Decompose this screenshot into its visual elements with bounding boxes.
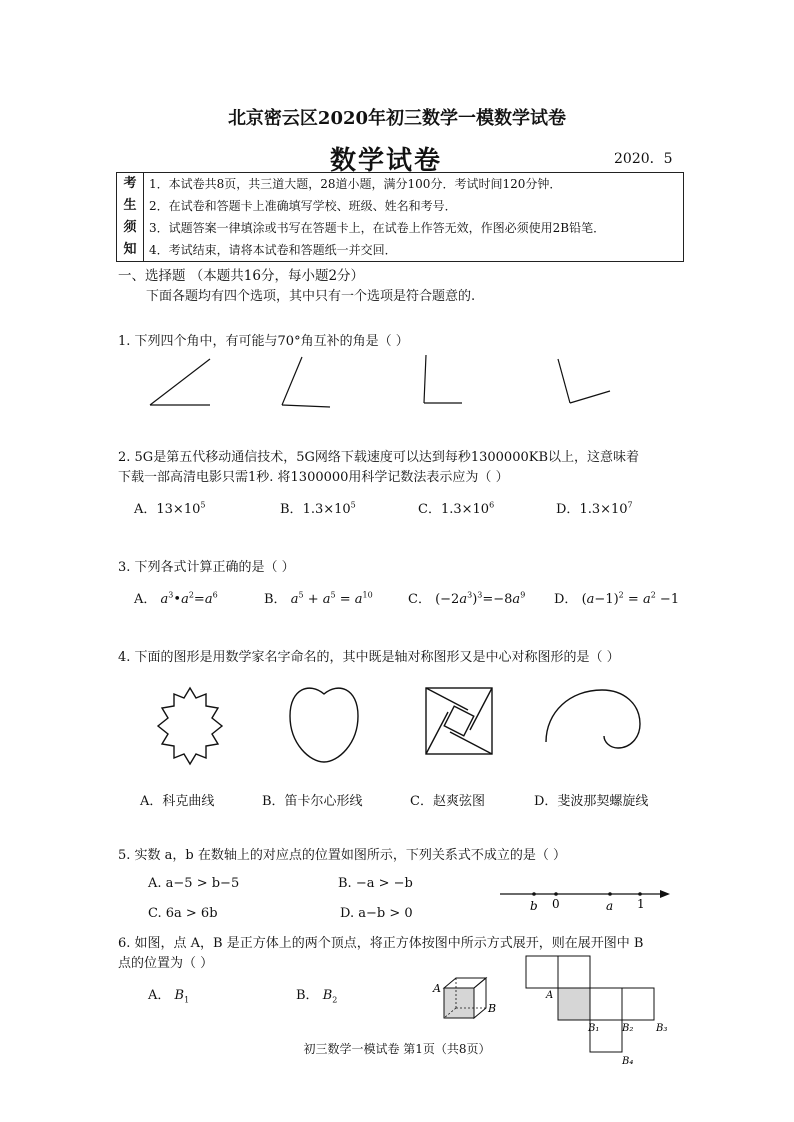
notice-side-char: 须 [123, 220, 137, 235]
option-subscript: 2 [332, 995, 338, 1005]
koch-curve-figure [158, 688, 222, 764]
notice-side-char: 知 [123, 242, 137, 257]
notice-line: 4．考试结束，请将本试卷和答题纸一并交回． [149, 243, 397, 257]
q5-option-c: C. 6a > 6b [148, 906, 218, 921]
q5-number-line [498, 884, 678, 914]
cardioid-figure [290, 688, 358, 762]
q4-figures [150, 682, 670, 772]
candidate-notice-box [116, 172, 684, 262]
q3-option-c: C． $(-2a^3)^3=-8a^9$ [408, 590, 526, 607]
option-label: D． [554, 592, 578, 607]
notice-side-char: 生 [123, 198, 137, 213]
q1-angle-figures [140, 355, 680, 415]
notice-line: 3．试题答案一律填涂或书写在答题卡上，在试卷上作答无效，作图必须使用2B铅笔． [149, 221, 606, 235]
notice-line: 2．在试卷和答题卡上准确填写学校、班级、姓名和考号． [149, 199, 457, 213]
axis-label-one: 1 [637, 897, 645, 911]
option-label: B． [264, 592, 287, 607]
question-4-text: 4. 下面的图形是用数学家名字命名的，其中既是轴对称图形又是中心对称图形的是（ ） [118, 650, 620, 665]
cube-label-b: B [488, 1002, 497, 1015]
q4-option-b: B．笛卡尔心形线 [262, 794, 363, 809]
angle-a [150, 359, 210, 405]
axis-label-zero: 0 [552, 897, 560, 911]
notice-lines [149, 173, 679, 261]
q4-option-c: C．赵爽弦图 [410, 794, 485, 809]
option-label: A． [134, 592, 157, 607]
q2-option-a [134, 498, 205, 517]
net-label-b2: B₂ [622, 1023, 634, 1034]
q2-option-d [556, 498, 633, 517]
option-label: D． [556, 502, 580, 517]
option-subscript: 1 [184, 995, 190, 1005]
option-exponent: 7 [627, 500, 633, 510]
section-instruction: 下面各题均有四个选项，其中只有一个选项是符合题意的. [146, 289, 476, 304]
angle-c [424, 355, 462, 403]
question-2-line2: 下载一部高清电影只需1秒. 将1300000用科学记数法表示应为（ ） [118, 470, 509, 485]
exam-date: 2020．5 [614, 151, 673, 167]
option-exponent: 6 [489, 500, 495, 510]
option-label: A． [134, 502, 157, 517]
option-label: B． [296, 988, 319, 1003]
q6-option-a [148, 984, 189, 1005]
axis-label-b: b [530, 899, 538, 913]
q4-option-a: A．科克曲线 [140, 794, 215, 809]
q5-option-d: D. a−b > 0 [340, 906, 413, 921]
q5-option-a: A. a−5 > b−5 [148, 876, 240, 891]
q2-option-b [280, 498, 356, 517]
question-1-text: 1. 下列四个角中，有可能与70°角互补的角是（ ） [118, 334, 409, 349]
q3-option-a: A． $a^3•a^2=a^6$ [134, 590, 218, 607]
q5-option-b: B. −a > −b [338, 876, 413, 891]
question-6-line1: 6. 如图，点 A，B 是正方体上的两个顶点，将正方体按图中所示方式展开，则在展开图中 B [118, 936, 644, 951]
angle-d [558, 359, 610, 403]
option-value: B [174, 988, 185, 1003]
section-heading: 一、选择题 （本题共16分，每小题2分） [118, 268, 365, 284]
q4-option-d: D．斐波那契螺旋线 [534, 794, 649, 809]
option-label: B． [280, 502, 303, 517]
net-label-b1: B₁ [588, 1023, 600, 1034]
question-3-text: 3. 下列各式计算正确的是（ ） [118, 560, 295, 575]
option-label: C． [418, 502, 441, 517]
question-2-line1: 2. 5G是第五代移动通信技术，5G网络下载速度可以达到每秒1300000KB以上，这意味着 [118, 450, 640, 465]
fibonacci-spiral-figure [546, 690, 640, 748]
cube-label-a: A [433, 982, 441, 995]
q3-option-d: D． $(a-1)^2 = a^2 -1$ [554, 590, 680, 607]
question-5-text: 5. 实数 a，b 在数轴上的对应点的位置如图所示，下列关系式不成立的是（ ） [118, 848, 567, 863]
notice-line: 1．本试卷共8页，共三道大题，28道小题，满分100分．考试时间120分钟． [149, 177, 562, 191]
option-exponent: 5 [200, 500, 206, 510]
axis-label-a: a [606, 899, 614, 913]
option-value: 1.3×10 [440, 502, 490, 517]
exam-subtitle: 数学试卷 [330, 146, 443, 176]
option-value: B [322, 988, 333, 1003]
net-label-b4: B₄ [622, 1056, 634, 1067]
q2-option-c [418, 498, 494, 517]
angle-b [282, 357, 330, 407]
option-value: 1.3×10 [302, 502, 351, 517]
q3-option-b: B． $a^5 + a^5 = a^{10}$ [264, 590, 373, 607]
exam-title: 北京密云区2020年初三数学一模数学试卷 [227, 108, 567, 129]
option-label: A． [148, 988, 171, 1003]
net-label-a: A [546, 990, 554, 1001]
zhao-shuang-figure [426, 688, 492, 754]
notice-side-char: 考 [123, 176, 137, 191]
page-footer: 初三数学一模试卷 第1页（共8页） [303, 1042, 491, 1056]
option-label: C． [408, 592, 431, 607]
option-exponent: 5 [350, 500, 356, 510]
net-label-b3: B₃ [656, 1023, 668, 1034]
q6-cube-figure [430, 972, 500, 1028]
q6-option-b [296, 984, 337, 1005]
option-value: 13×10 [156, 502, 201, 517]
question-6-line2: 点的位置为（ ） [118, 956, 214, 971]
option-value: 1.3×10 [579, 502, 628, 517]
notice-side-label [117, 173, 144, 261]
